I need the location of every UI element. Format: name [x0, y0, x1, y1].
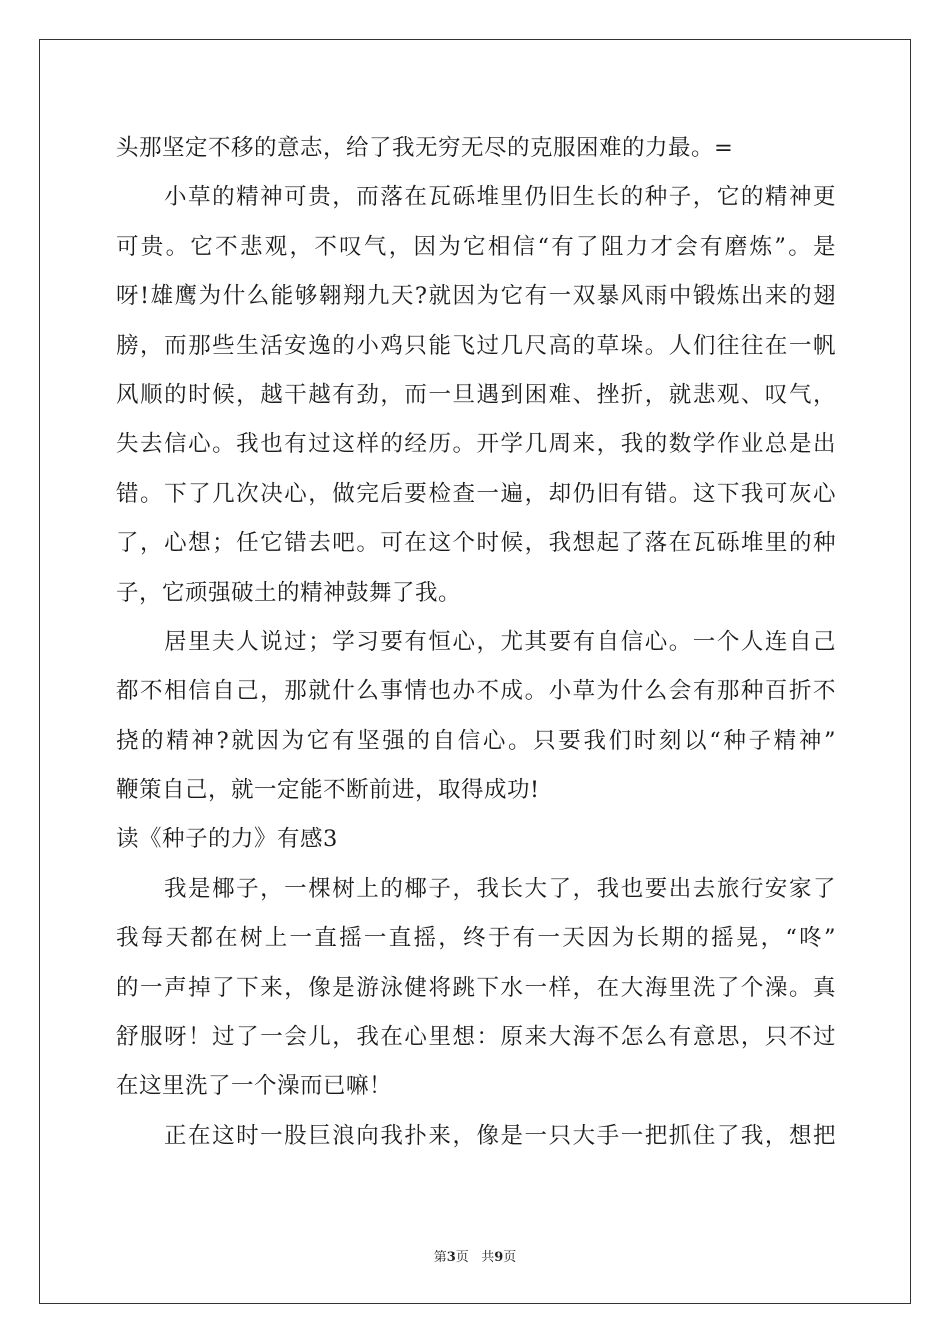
text-line: 鞭策自己，就一定能不断前进，取得成功! — [116, 777, 540, 804]
text-line: 呀!雄鹰为什么能够翱翔九天?就因为它有一双暴风雨中锻炼出来的翅 — [116, 283, 836, 310]
text-line: 风顺的时候，越干越有劲，而一旦遇到困难、挫折，就悲观、叹气， — [116, 381, 836, 408]
text-line: 读《种子的力》有感3 — [116, 826, 338, 853]
text-line: 舒服呀！过了一会儿，我在心里想：原来大海不怎么有意思，只不过 — [116, 1024, 836, 1051]
text-line: 挠的精神?就因为它有坚强的自信心。只要我们时刻以“种子精神” — [116, 727, 836, 754]
document-body — [116, 124, 836, 1161]
text-line: 子，它顽强破土的精神鼓舞了我。 — [116, 579, 462, 606]
text-line: 在这里洗了一个澡而已嘛！ — [116, 1073, 393, 1100]
text-line: 都不相信自己，那就什么事情也办不成。小草为什么会有那种百折不 — [116, 678, 836, 705]
text-line: 膀，而那些生活安逸的小鸡只能飞过几尺高的草垛。人们往往在一帆 — [116, 332, 836, 359]
text-line: 可贵。它不悲观，不叹气，因为它相信“有了阻力才会有磨炼”。是 — [116, 233, 836, 260]
text-line: 了，心想；任它错去吧。可在这个时候，我想起了落在瓦砾堆里的种 — [116, 530, 836, 557]
footer-suffix: 页 — [503, 1250, 517, 1265]
footer-page-number: 3 — [446, 1250, 456, 1265]
footer-middle: 页 共 — [455, 1250, 495, 1265]
text-line: 失去信心。我也有过这样的经历。开学几周来，我的数学作业总是出 — [116, 431, 836, 458]
text-line: 我每天都在树上一直摇一直摇，终于有一天因为长期的摇晃，“咚” — [116, 925, 836, 952]
text-line: 的一声掉了下来，像是游泳健将跳下水一样，在大海里洗了个澡。真 — [116, 974, 836, 1001]
text-line: 错。下了几次决心，做完后要检查一遍，却仍旧有错。这下我可灰心 — [116, 480, 836, 507]
text-line: 小草的精神可贵，而落在瓦砾堆里仍旧生长的种子，它的精神更 — [164, 184, 836, 211]
footer-total-pages: 9 — [494, 1250, 504, 1265]
text-line: 正在这时一股巨浪向我扑来，像是一只大手一把抓住了我，想把 — [164, 1122, 836, 1149]
text-line: 我是椰子，一棵树上的椰子，我长大了，我也要出去旅行安家了 — [164, 875, 836, 902]
footer-prefix: 第 — [433, 1250, 447, 1265]
page-footer — [0, 1246, 950, 1265]
text-line: 头那坚定不移的意志，给了我无穷无尽的克服困难的力最。= — [116, 135, 734, 161]
text-line: 居里夫人说过；学习要有恒心，尤其要有自信心。一个人连自己 — [164, 628, 836, 655]
